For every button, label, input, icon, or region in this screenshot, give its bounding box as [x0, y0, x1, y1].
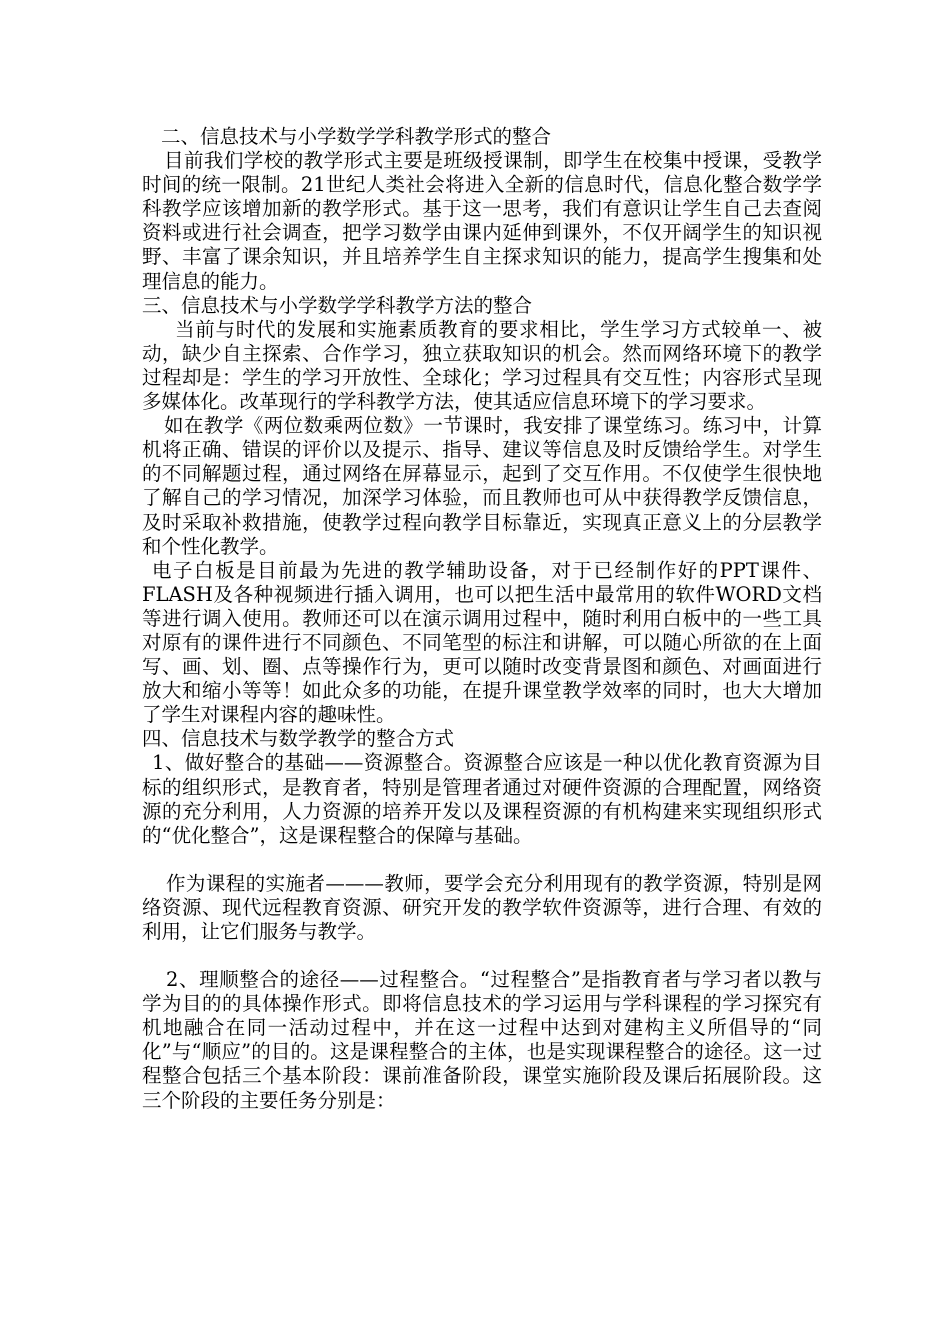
paragraph-classroom-example: 如在教学《两位数乘两位数》一节课时，我安排了课堂练习。练习中，计算机将正确、错误的评价以及提示、指导、建议等信息及时反馈给学生。对学生的不同解题过程，通过网络在屏幕显示，起到了交互作用。不仅使学生很快地了解自己的学习情况，加深学习体验，而且教师也可从中获得教学反馈信息，及时采取补救措施，使教学过程向教学目标靠近，实现真正意义上的分层教学和个性化教学。 [142, 414, 822, 558]
section-heading-2: 二、信息技术与小学数学学科教学形式的整合 [161, 125, 552, 148]
paragraph-teacher-role: 作为课程的实施者———教师，要学会充分利用现有的教学资源，特别是网络资源、现代远程教育资源、研究开发的教学软件资源等，进行合理、有效的利用，让它们服务与教学。 [142, 871, 822, 943]
paragraph-whiteboard: 电子白板是目前最为先进的教学辅助设备，对于已经制作好的PPT课件、FLASH及各种视频进行插入调用，也可以把生活中最常用的软件WORD文档等进行调入使用。教师还可以在演示调用过程中，随时利用白板中的一些工具对原有的课件进行不同颜色、不同笔型的标注和讲解，可以随心所欲的在上面写、画、划、圈、点等操作行为，更可以随时改变背景图和颜色、对画面进行放大和缩小等等！如此众多的功能，在提升课堂教学效率的同时，也大大增加了学生对课程内容的趣味性。 [142, 558, 822, 727]
paragraph-resource-integration: 1、做好整合的基础——资源整合。资源整合应该是一种以优化教育资源为目标的组织形式，是教育者，特别是管理者通过对硬件资源的合理配置，网络资源的充分利用，人力资源的培养开发以及课程资源的有机构建来实现组织形式的“优化整合”，这是课程整合的保障与基础。 [142, 751, 822, 847]
paragraph-teaching-method: 当前与时代的发展和实施素质教育的要求相比，学生学习方式较单一、被动，缺少自主探索、合作学习，独立获取知识的机会。然而网络环境下的教学过程却是：学生的学习开放性、全球化；学习过程具有交互性；内容形式呈现多媒体化。改革现行的学科教学方法，使其适应信息环境下的学习要求。 [142, 317, 822, 414]
document-body [142, 125, 822, 1113]
paragraph-process-integration: 2、理顺整合的途径——过程整合。“过程整合”是指教育者与学习者以教与学为目的的具体操作形式。即将信息技术的学习运用与学科课程的学习探究有机地融合在同一活动过程中，并在这一过程中达到对建构主义所倡导的“同化”与“顺应”的目的。这是课程整合的主体，也是实现课程整合的途径。这一过程整合包括三个基本阶段：课前准备阶段，课堂实施阶段及课后拓展阶段。这三个阶段的主要任务分别是： [142, 968, 822, 1112]
section-heading-3: 三、信息技术与小学数学学科教学方法的整合 [142, 293, 533, 317]
paragraph-teaching-form: 目前我们学校的教学形式主要是班级授课制，即学生在校集中授课，受教学时间的统一限制。21世纪人类社会将进入全新的信息时代，信息化整合数学学科教学应该增加新的教学形式。基于这一思考，我们有意识让学生自己去查阅资料或进行社会调查，把学习数学由课内延伸到课外，不仅开阔学生的知识视野、丰富了课余知识，并且培养学生自主探求知识的能力，提高学生搜集和处理信息的能力。 [142, 149, 822, 293]
section-heading-4: 四、信息技术与数学教学的整合方式 [142, 727, 455, 751]
